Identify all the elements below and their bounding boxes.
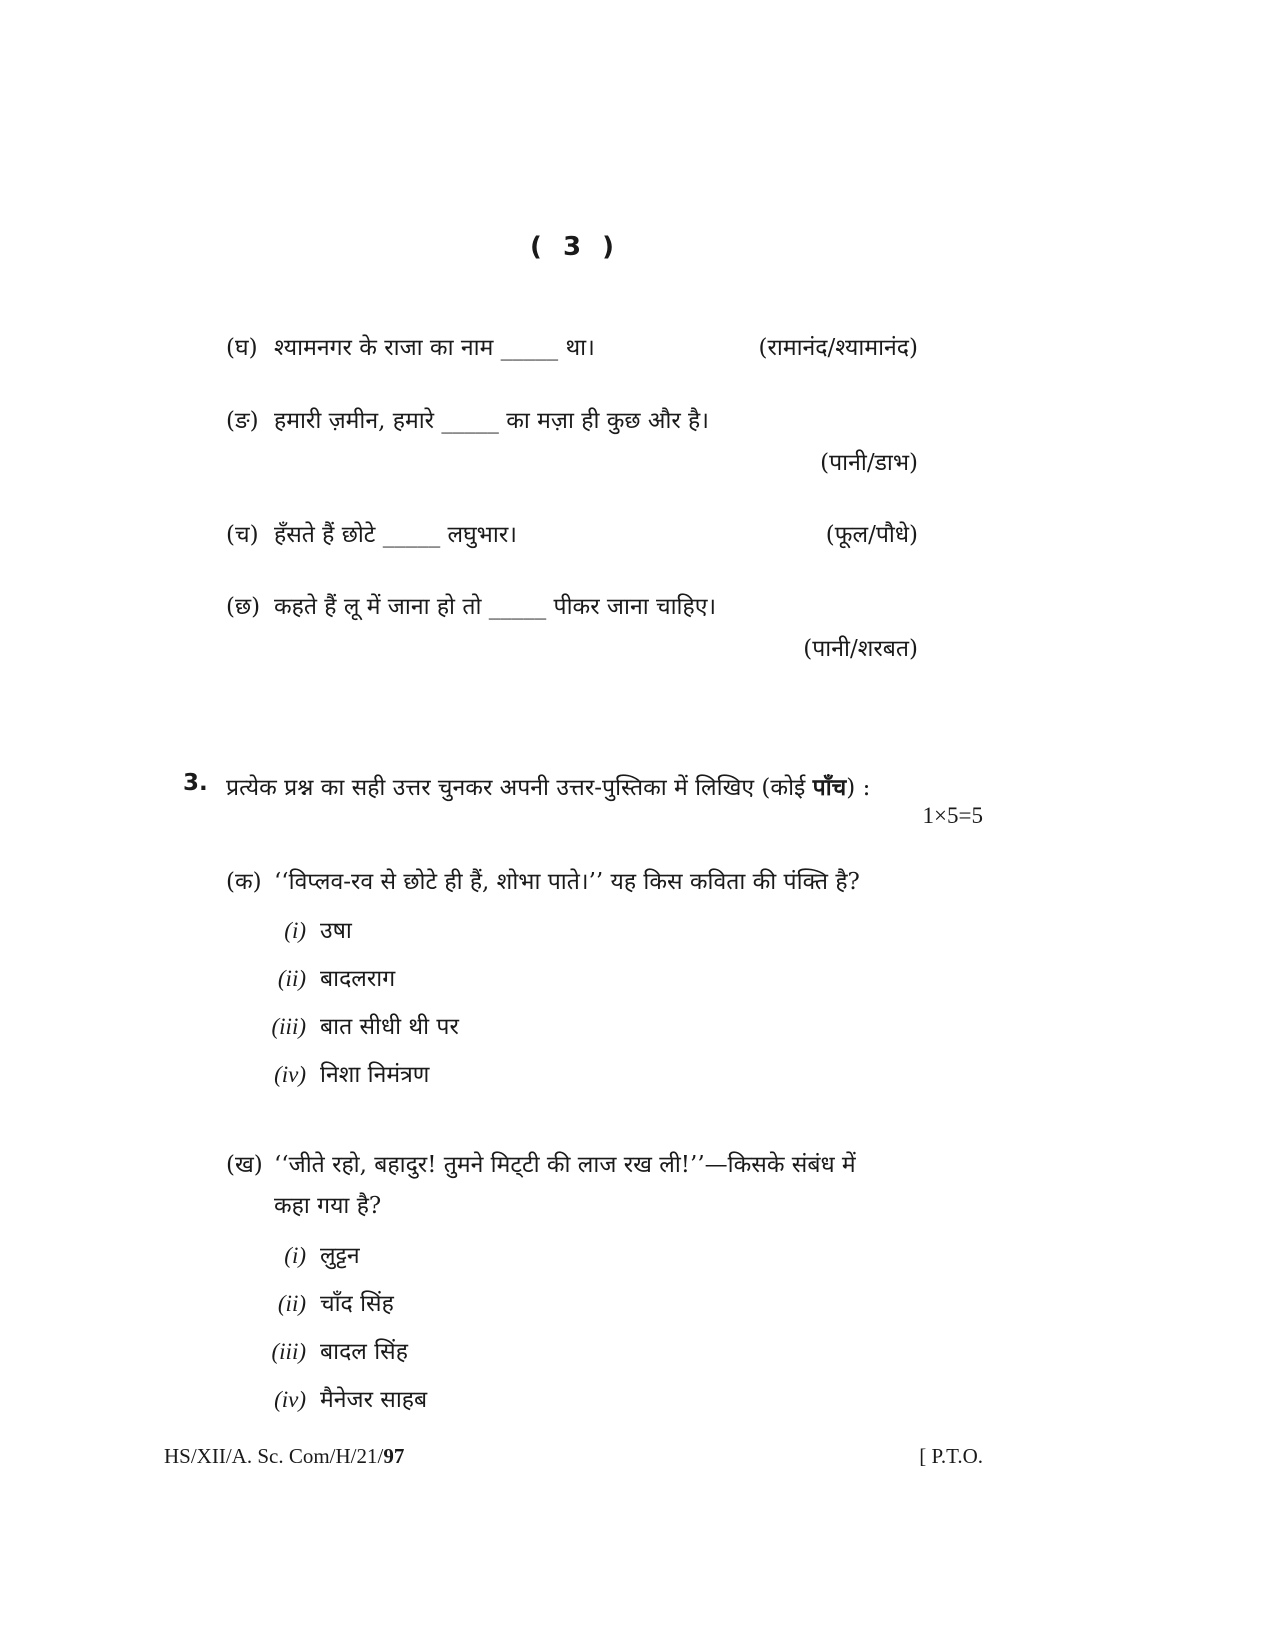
question-instruction: [226, 770, 870, 802]
option-text: उषा: [320, 918, 352, 944]
option-number: (i): [284, 1243, 306, 1268]
option-number: (iii): [271, 1339, 306, 1364]
subquestion-text: ‘‘जीते रहो, बहादुर! तुमने मिट्‌टी की लाज रख ली!’’—किसके संबंध में: [274, 1152, 856, 1178]
item-label: (घ): [226, 335, 258, 361]
item-text: श्यामनगर के राजा का नाम _____ था।: [274, 335, 595, 361]
option-text: चाँद सिंह: [320, 1291, 394, 1317]
fill-blank-cha: [226, 517, 517, 549]
item-text: हमारी ज़मीन, हमारे _____ का मज़ा ही कुछ और है।: [274, 408, 709, 434]
fill-blank-cha-options: (फूल/पौधे): [825, 522, 918, 548]
option: [266, 1382, 427, 1414]
option-text: बादलराग: [320, 966, 396, 992]
fill-blank-chha: [226, 589, 716, 621]
fill-blank-chha-options: (पानी/शरबत): [803, 636, 918, 662]
option-text: मैनेजर साहब: [320, 1387, 428, 1413]
option-number: (ii): [277, 1291, 306, 1316]
option: [266, 1334, 408, 1366]
option-text: बात सीधी थी पर: [320, 1014, 459, 1040]
option-text: निशा निमंत्रण: [320, 1062, 430, 1088]
instruction-tail: ) :: [846, 775, 871, 801]
question-marks: 1×5=5: [922, 803, 983, 828]
item-label: (ङ): [226, 408, 259, 434]
paper-code-bold: 97: [383, 1444, 405, 1468]
instruction-text: प्रत्येक प्रश्न का सही उत्तर चुनकर अपनी उत्तर-पुस्तिका में लिखिए (कोई: [226, 775, 813, 801]
item-text: कहते हैं लू में जाना हो तो _____ पीकर जाना चाहिए।: [274, 594, 717, 620]
fill-blank-nga: [226, 403, 709, 435]
question-number: 3.: [183, 770, 208, 796]
item-label: (छ): [226, 594, 261, 620]
item-label: (च): [226, 522, 259, 548]
fill-blank-gha-options: (रामानंद/श्यामानंद): [758, 335, 918, 361]
option: [266, 1009, 459, 1041]
option-number: (ii): [277, 966, 306, 991]
item-text: हँसते हैं छोटे _____ लघुभार।: [274, 522, 517, 548]
option: [266, 1238, 360, 1270]
option-text: बादल सिंह: [320, 1339, 408, 1365]
option: [266, 1057, 429, 1089]
option: [266, 913, 352, 945]
fill-blank-nga-options: (पानी/डाभ): [820, 450, 918, 476]
instruction-bold: पाँच: [812, 774, 847, 801]
option-number: (i): [284, 918, 306, 943]
option-text: लुट्टन: [320, 1243, 360, 1269]
option: [266, 961, 395, 993]
option-number: (iv): [274, 1387, 306, 1412]
subquestion-label: (ख): [226, 1152, 263, 1178]
option-number: (iii): [271, 1014, 306, 1039]
subquestion-kha: [226, 1147, 856, 1179]
option: [266, 1286, 394, 1318]
page-number: ( 3 ): [530, 232, 620, 262]
option-number: (iv): [274, 1062, 306, 1087]
fill-blank-gha: [226, 330, 595, 362]
subquestion-label: (क): [226, 869, 262, 895]
subquestion-ka: [226, 864, 860, 896]
subquestion-text: ‘‘विप्लव-रव से छोटे ही हैं, शोभा पाते।’’ यह किस कविता की पंक्ति है?: [274, 869, 860, 895]
paper-code: [164, 1444, 404, 1469]
paper-code-prefix: HS/XII/A. Sc. Com/H/21/: [164, 1444, 384, 1468]
subquestion-kha-line2: कहा गया है?: [274, 1193, 382, 1219]
pto-label: [ P.T.O.: [919, 1444, 983, 1468]
